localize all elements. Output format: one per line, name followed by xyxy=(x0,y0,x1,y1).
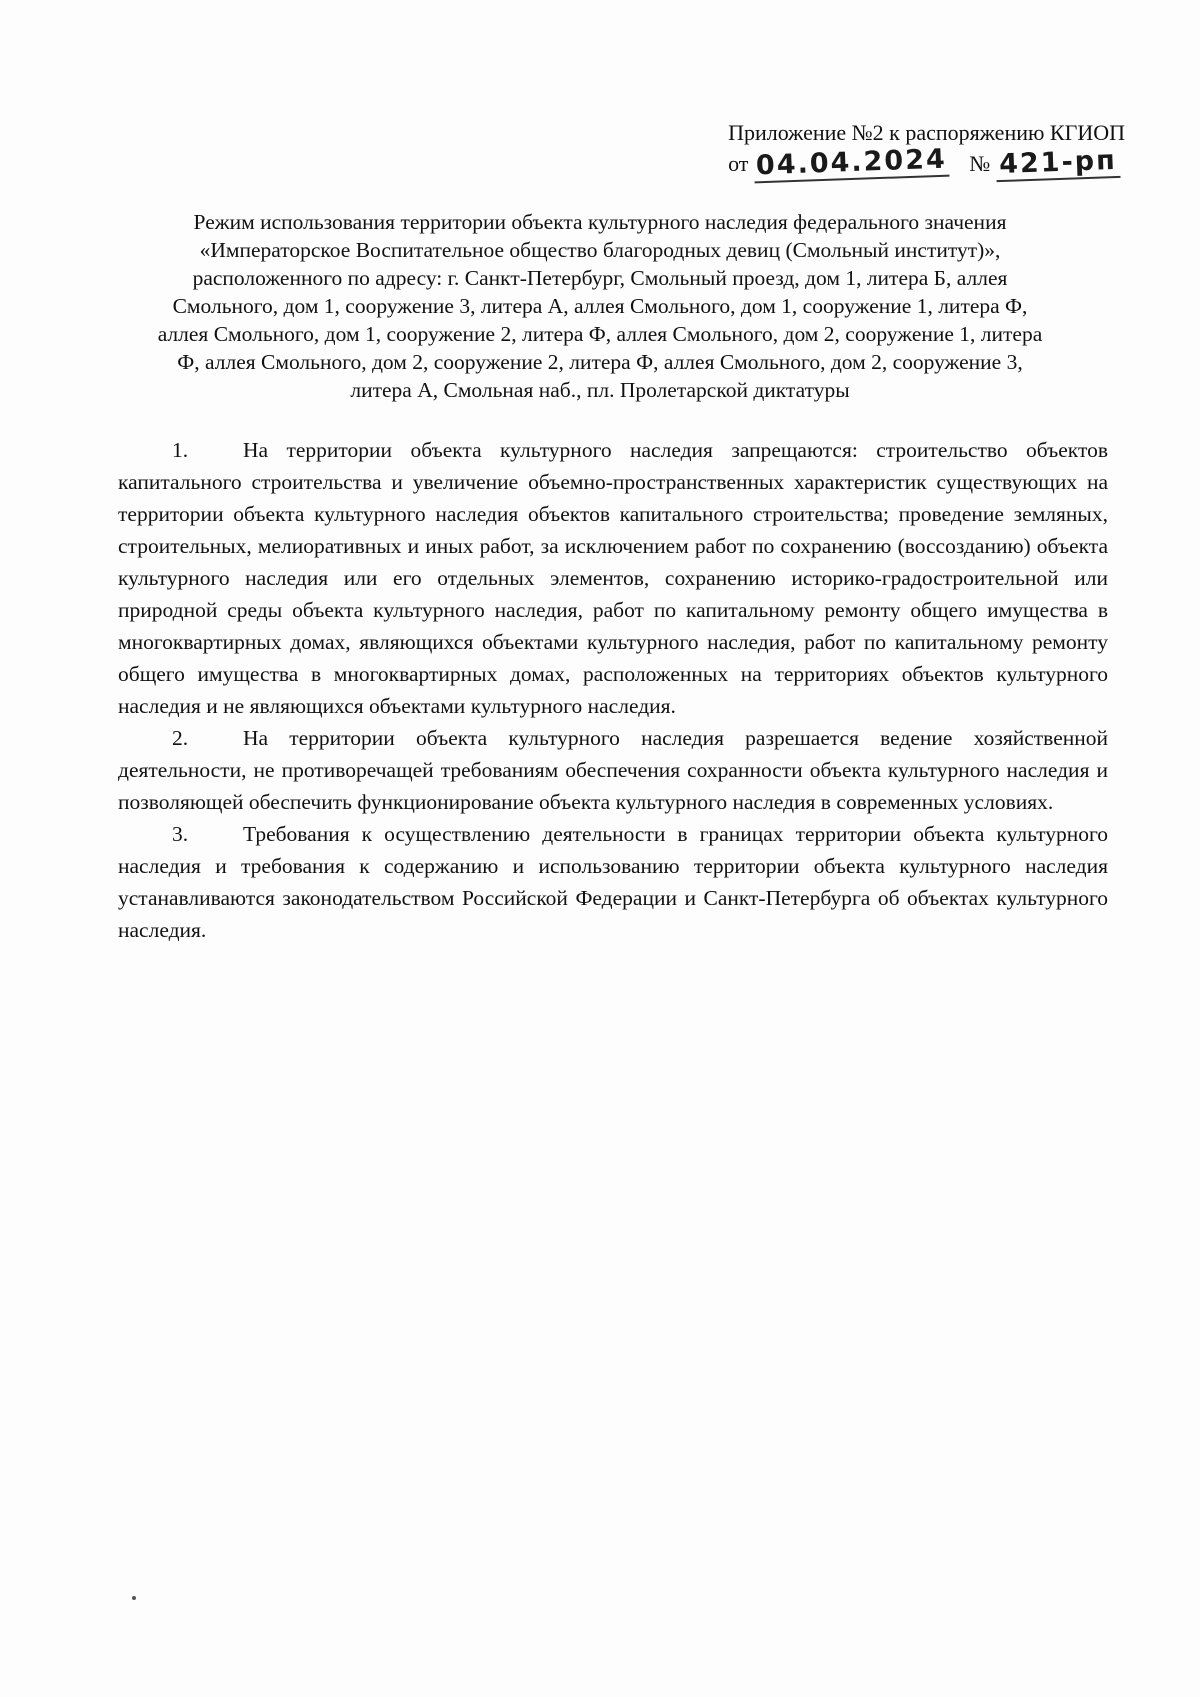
paragraph-text: На территории объекта культурного наследия запрещаются: строительство объектов капитального строительства и увеличение объемно-пространственных характеристик существующих на территории объекта культурного наследия объектов капитального строительства; проведение земляных, строительных, мелиоративных и иных работ, за исключением работ по сохранению (воссозданию) объекта культурного наследия или его отдельных элементов, сохранению историко-градостроительной или природной среды объекта культурного наследия, работ по капитальному ремонту общего имущества в многоквартирных домах, являющихся объектами культурного наследия, работ по капитальному ремонту общего имущества в многоквартирных домах, расположенных на территориях объектов культурного наследия и не являющихся объектами культурного наследия. xyxy=(118,438,1108,718)
paragraph-number: 2. xyxy=(172,726,189,750)
paragraph-text: Требования к осуществлению деятельности в границах территории объекта культурного наследия и требования к содержанию и использованию территории объекта культурного наследия устанавливаются законодательством Российской Федерации и Санкт-Петербурга об объектах культурного наследия. xyxy=(118,822,1108,942)
paragraph-number: 3. xyxy=(172,822,189,846)
document-body xyxy=(118,434,1108,946)
title-line: Смольного, дом 1, сооружение 3, литера А, аллея Смольного, дом 1, сооружение 1, литера Ф, xyxy=(172,294,1028,318)
handwritten-date: 04.04.2024 xyxy=(754,145,950,184)
title-line: «Императорское Воспитательное общество благородных девиц (Смольный институт)», xyxy=(199,238,1001,262)
date-prefix: от xyxy=(728,151,749,176)
title-line: литера А, Смольная наб., пл. Пролетарской диктатуры xyxy=(350,378,850,402)
paragraph-number: 1. xyxy=(172,438,189,462)
paragraph-text: На территории объекта культурного наследия разрешается ведение хозяйственной деятельности, не противоречащей требованиям обеспечения сохранности объекта культурного наследия и позволяющей обеспечить функционирование объекта культурного наследия в современных условиях. xyxy=(118,726,1108,814)
title-line: Режим использования территории объекта культурного наследия федерального значения xyxy=(193,210,1007,234)
handwritten-order-number: 421-рп xyxy=(996,146,1121,182)
paragraph-1 xyxy=(118,434,1108,722)
document-title xyxy=(100,208,1100,404)
paragraph-3 xyxy=(118,818,1108,946)
appendix-header xyxy=(728,118,1125,180)
paragraph-2 xyxy=(118,722,1108,818)
number-prefix: № xyxy=(969,151,991,176)
order-date-number-row xyxy=(728,143,1125,182)
scan-speck xyxy=(132,1596,136,1600)
title-line: аллея Смольного, дом 1, сооружение 2, литера Ф, аллея Смольного, дом 2, сооружение 1, литера xyxy=(157,322,1043,346)
title-line: расположенного по адресу: г. Санкт-Петербург, Смольный проезд, дом 1, литера Б, аллея xyxy=(192,266,1008,290)
title-line: Ф, аллея Смольного, дом 2, сооружение 2, литера Ф, аллея Смольного, дом 2, сооружение 3, xyxy=(177,350,1023,374)
appendix-line: Приложение №2 к распоряжению КГИОП xyxy=(728,120,1125,145)
